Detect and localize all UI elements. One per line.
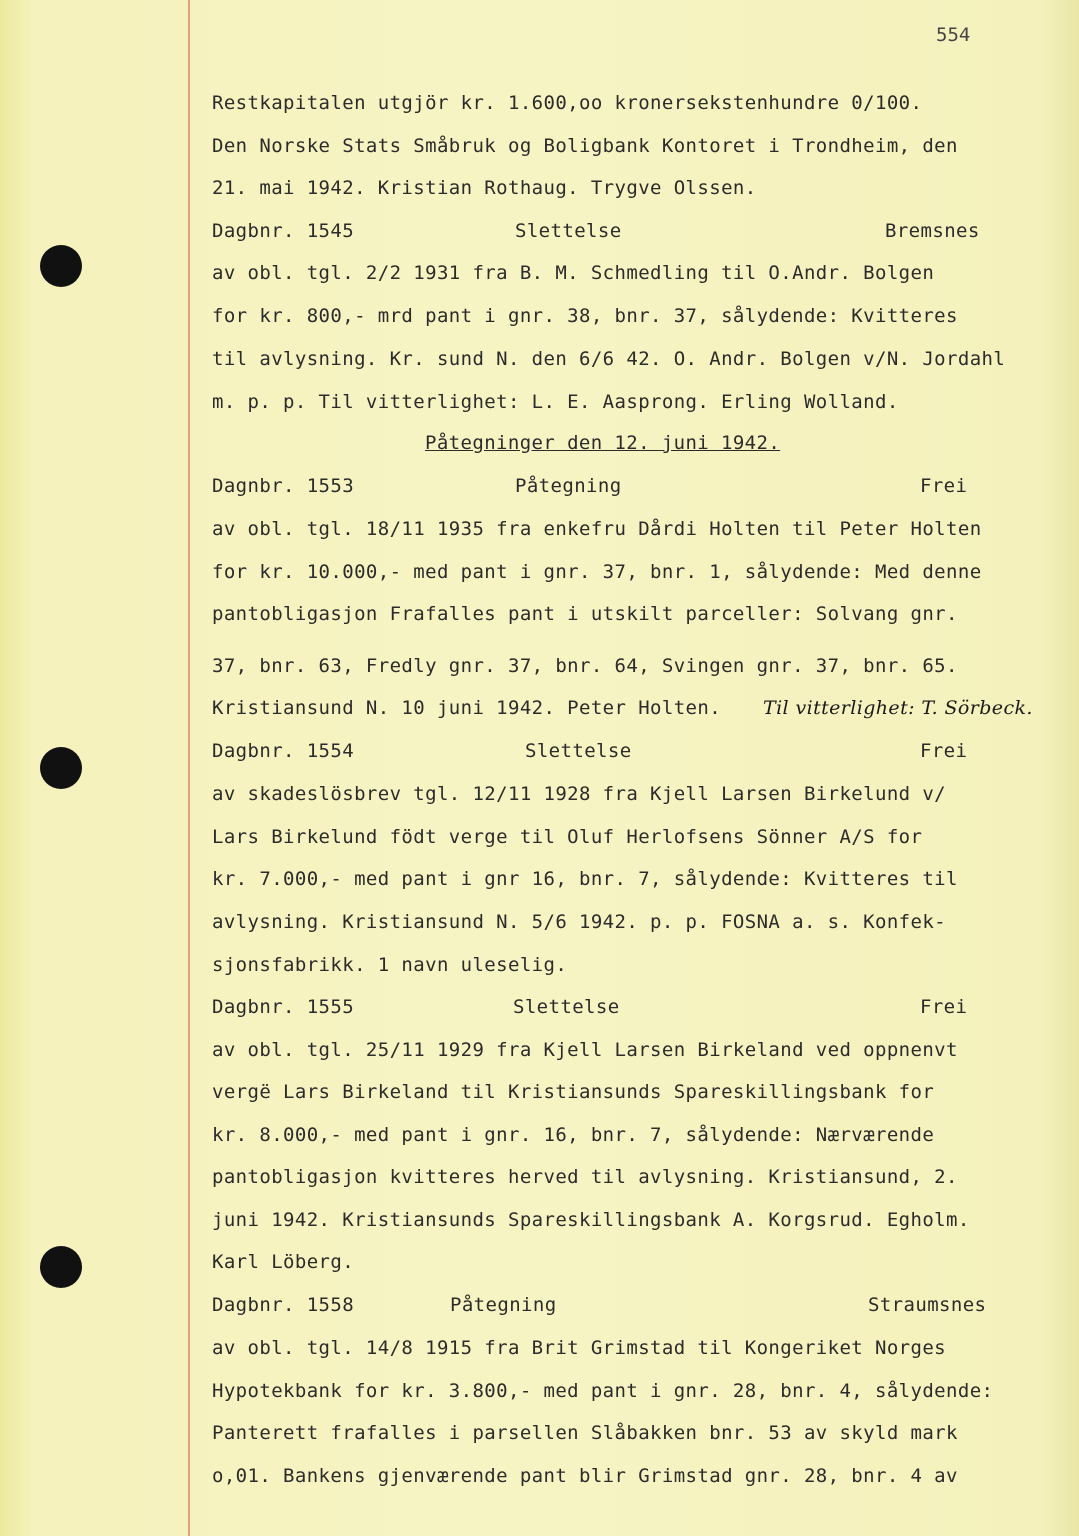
entry-dagbnr: Dagbnr. 1558 [212,1294,355,1316]
text-line: Karl Löberg. [212,1251,355,1273]
entry-header [0,996,1079,1026]
entry-dagbnr: Dagnbr. 1553 [212,475,355,497]
entry-place: Frei [920,996,968,1018]
text-line: kr. 8.000,- med pant i gnr. 16, bnr. 7, sålydende: Nærværende [212,1124,935,1146]
text-line: av obl. tgl. 25/11 1929 fra Kjell Larsen Birkeland ved oppnenvt [212,1039,958,1061]
entry-dagbnr: Dagbnr. 1554 [212,740,355,762]
text-line: avlysning. Kristiansund N. 5/6 1942. p. p. FOSNA a. s. Konfek- [212,911,947,933]
text-line: kr. 7.000,- med pant i gnr 16, bnr. 7, sålydende: Kvitteres til [212,868,958,890]
text-line: av obl. tgl. 18/11 1935 fra enkefru Dårdi Holten til Peter Holten [212,518,982,540]
text-line: o,01. Bankens gjenværende pant blir Grimstad gnr. 28, bnr. 4 av [212,1465,958,1487]
text-line: Lars Birkelund födt verge til Oluf Herlofsens Sönner A/S for [212,826,923,848]
section-heading: Påtegninger den 12. juni 1942. [425,432,781,454]
text-line: 37, bnr. 63, Fredly gnr. 37, bnr. 64, Svingen gnr. 37, bnr. 65. [212,655,958,677]
text-line: 21. mai 1942. Kristian Rothaug. Trygve Olssen. [212,177,757,199]
text-line: Den Norske Stats Småbruk og Boligbank Kontoret i Trondheim, den [212,135,958,157]
text-line: av obl. tgl. 14/8 1915 fra Brit Grimstad til Kongeriket Norges [212,1337,947,1359]
entry-header [0,220,1079,250]
handwritten-witness: Til vitterlighet: T. Sörbeck. [763,697,1033,719]
text-line: juni 1942. Kristiansunds Spareskillingsbank A. Korgsrud. Egholm. [212,1209,970,1231]
text-line: pantobligasjon kvitteres herved til avlysning. Kristiansund, 2. [212,1166,958,1188]
entry-dagbnr: Dagbnr. 1555 [212,996,355,1018]
text-line: Panterett frafalles i parsellen Slåbakken bnr. 53 av skyld mark [212,1422,958,1444]
entry-type: Slettelse [515,220,622,242]
entry-place: Frei [920,740,968,762]
text-line: til avlysning. Kr. sund N. den 6/6 42. O. Andr. Bolgen v/N. Jordahl [212,348,1006,370]
entry-header [0,475,1079,505]
entry-place: Straumsnes [868,1294,987,1316]
text-line: vergë Lars Birkeland til Kristiansunds Spareskillingsbank for [212,1081,935,1103]
entry-place: Frei [920,475,968,497]
text-line: Kristiansund N. 10 juni 1942. Peter Holten. Til vitterlighet: T. Sörbeck. [212,697,1033,719]
text-line: for kr. 800,- mrd pant i gnr. 38, bnr. 37, sålydende: Kvitteres [212,305,958,327]
text-line: for kr. 10.000,- med pant i gnr. 37, bnr. 1, sålydende: Med denne [212,561,982,583]
page-number: 554 [936,24,971,46]
text-line: av skadeslösbrev tgl. 12/11 1928 fra Kjell Larsen Birkelund v/ [212,783,947,805]
text-line: Restkapitalen utgjör kr. 1.600,oo kronersekstenhundre 0/100. [212,92,923,114]
entry-dagbnr: Dagbnr. 1545 [212,220,355,242]
entry-header [0,740,1079,770]
text-line: m. p. p. Til vitterlighet: L. E. Aasprong. Erling Wolland. [212,391,899,413]
entry-header [0,1294,1079,1324]
entry-place: Bremsnes [885,220,980,242]
entry-type: Påtegning [515,475,622,497]
entry-type: Slettelse [525,740,632,762]
text-line: pantobligasjon Frafalles pant i utskilt parceller: Solvang gnr. [212,603,958,625]
entry-type: Slettelse [513,996,620,1018]
entry-type: Påtegning [450,1294,557,1316]
text-line: av obl. tgl. 2/2 1931 fra B. M. Schmedling til O.Andr. Bolgen [212,262,935,284]
text-line: sjonsfabrikk. 1 navn uleselig. [212,954,568,976]
text-line: Hypotekbank for kr. 3.800,- med pant i gnr. 28, bnr. 4, sålydende: [212,1380,994,1402]
